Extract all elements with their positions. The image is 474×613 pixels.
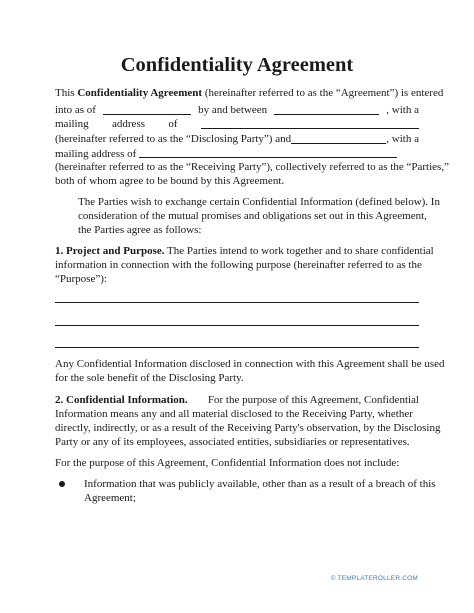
section-1-line-2: information in connection with the following purpose (hereinafter referred to as the <box>55 259 422 271</box>
section-2-line-3: directly, indirectly, or as a result of the Receiving Party's observation, by the Disclosing <box>55 422 441 434</box>
intro-text: into as of <box>55 104 96 116</box>
intro-line-4 <box>55 132 419 146</box>
intro-text: This <box>55 87 75 99</box>
intro-line-3 <box>55 117 419 131</box>
section-2-line-1 <box>55 393 419 407</box>
purpose-blank-line-3[interactable] <box>55 347 419 348</box>
section-1-text: The Parties intend to work together and to share confidential <box>167 245 434 257</box>
section-2-text: For the purpose of this Agreement, Confidential <box>207 394 419 406</box>
intro-text: (hereinafter referred to as the “Agreement”) is entered <box>204 87 444 99</box>
recital-line-2: consideration of the mutual promises and obligations set out in this Agreement, <box>78 210 427 222</box>
section-1-line-1 <box>55 244 434 258</box>
intro-line-1 <box>55 86 444 100</box>
usage-line-2: for the sole benefit of the Disclosing Party. <box>55 372 244 384</box>
intro-text: mailing <box>55 118 89 130</box>
agreement-name: Confidentiality Agreement <box>77 87 203 99</box>
intro-line-7 <box>55 174 419 188</box>
section-2-line-4: Party or any of its employees, associated entities, subsidiaries or representatives. <box>55 436 410 448</box>
date-blank-field[interactable] <box>103 104 191 115</box>
section-2-heading: 2. Confidential Information. <box>55 394 188 406</box>
disclosing-party-address-blank-field[interactable] <box>201 118 419 129</box>
disclosing-party-name-blank-field[interactable] <box>274 104 379 115</box>
intro-text: , with a <box>386 104 419 116</box>
recital-line-1: The Parties wish to exchange certain Confidential Information (defined below). In <box>78 196 440 208</box>
section-2-line-2: Information means any and all material disclosed to the Receiving Party, whether <box>55 408 413 420</box>
receiving-party-name-blank-field[interactable] <box>291 133 386 144</box>
document-title: Confidentiality Agreement <box>120 54 354 76</box>
recital-line-3: the Parties agree as follows: <box>78 224 202 236</box>
intro-line-2 <box>55 103 419 117</box>
intro-line-6 <box>55 160 449 174</box>
section-1-line-3: “Purpose”): <box>55 273 107 285</box>
intro-text: (hereinafter referred to as the “Disclosing Party”) and <box>55 133 292 145</box>
footer-brand-link[interactable]: © TEMPLATEROLLER.COM <box>330 575 418 582</box>
exclusions-intro: For the purpose of this Agreement, Confidential Information does not include: <box>55 457 400 469</box>
section-1-heading: 1. Project and Purpose. <box>55 245 165 257</box>
receiving-party-address-blank-field[interactable] <box>139 147 397 158</box>
exclusion-item-1-line-2: Agreement; <box>84 492 136 504</box>
purpose-blank-line-1[interactable] <box>55 302 419 303</box>
usage-line-1: Any Confidential Information disclosed in connection with this Agreement shall be used <box>55 358 445 370</box>
intro-text: of <box>168 118 178 130</box>
intro-text: mailing address of <box>55 148 137 160</box>
intro-line-5 <box>55 146 419 161</box>
intro-text: both of whom agree to be bound by this Agreement. <box>55 175 285 187</box>
intro-text: by and between <box>198 104 268 116</box>
exclusion-item-1-line-1: Information that was publicly available, other than as a result of a breach of this <box>84 478 436 490</box>
intro-text: address <box>112 118 146 130</box>
purpose-blank-line-2[interactable] <box>55 325 419 326</box>
bullet-icon <box>59 481 65 487</box>
intro-text: (hereinafter referred to as the “Receiving Party”), collectively referred to as the “Parties,” <box>55 161 449 173</box>
intro-text: , with a <box>386 133 419 145</box>
